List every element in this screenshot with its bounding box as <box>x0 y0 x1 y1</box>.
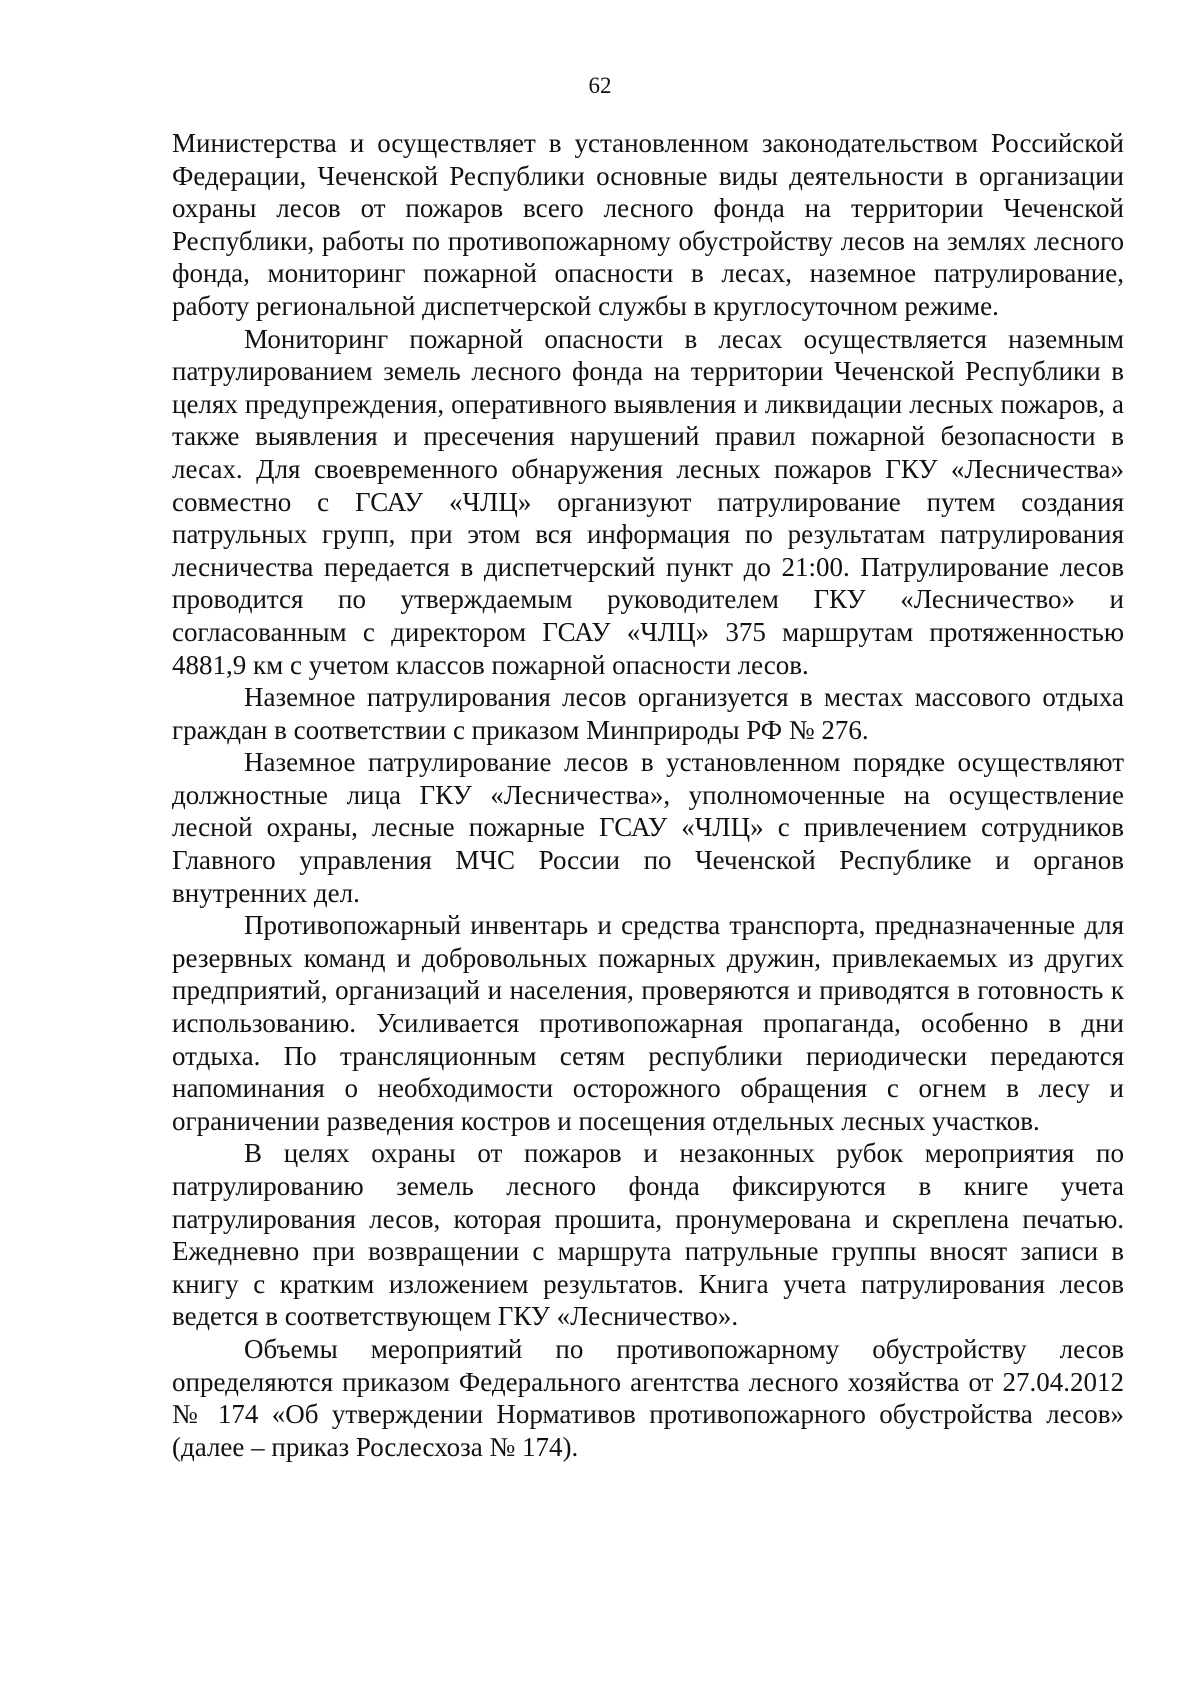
paragraph-monitoring: Мониторинг пожарной опасности в лесах осуществляется наземным патрулированием земель лесного фонда на территории Чеченской Республики в целях предупреждения, оперативного выявления и ликвидации лесных пожаров, а также выявления и пресечения нарушений правил пожарной безопасности в лесах. Для своевременного обнаружения лесных пожаров ГКУ «Лесничества» совместно с ГСАУ «ЧЛЦ» организуют патрулирование путем создания патрульных групп, при этом вся информация по результатам патрулирования лесничества передается в диспетчерский пункт до 21:00. Патрулирование лесов проводится по утверждаемым руководителем ГКУ «Лесничество» и согласованным с директором ГСАУ «ЧЛЦ» 375 маршрутам протяженностью 4881,9 км с учетом классов пожарной опасности лесов. <box>172 323 1124 680</box>
paragraph-volumes-order: Объемы мероприятий по противопожарному обустройству лесов определяются приказом Федерального агентства лесного хозяйства от 27.04.2012 № 174 «Об утверждении Нормативов противопожарного обустройства лесов» (далее – приказ Рослесхоза № 174). <box>172 1333 1124 1462</box>
paragraph-recreation-areas: Наземное патрулирования лесов организуется в местах массового отдыха граждан в соответствии с приказом Минприроды РФ № 276. <box>172 682 1124 745</box>
document-body <box>172 127 1124 1463</box>
page-number: 62 <box>588 73 612 98</box>
paragraph-continuation: Министерства и осуществляет в установленном законодательством Российской Федерации, Чеченской Республики основные виды деятельности в организации охраны лесов от пожаров всего лесного фонда на территории Чеченской Республики, работы по противопожарному обустройству лесов на землях лесного фонда, мониторинг пожарной опасности в лесах, наземное патрулирование, работу региональной диспетчерской службы в круглосуточном режиме. <box>172 128 1124 321</box>
paragraph-patrol-officials: Наземное патрулирование лесов в установленном порядке осуществляют должностные лица ГКУ «Лесничества», уполномоченные на осуществление лесной охраны, лесные пожарные ГСАУ «ЧЛЦ» с привлечением сотрудников Главного управления МЧС России по Чеченской Республике и органов внутренних дел. <box>172 747 1124 908</box>
paragraph-patrol-logbook: В целях охраны от пожаров и незаконных рубок мероприятия по патрулированию земель лесного фонда фиксируются в книге учета патрулирования лесов, которая прошита, пронумерована и скреплена печатью. Ежедневно при возвращении с маршрута патрульные группы вносят записи в книгу с кратким изложением результатов. Книга учета патрулирования лесов ведется в соответствующем ГКУ «Лесничество». <box>172 1138 1124 1332</box>
paragraph-equipment-propaganda: Противопожарный инвентарь и средства транспорта, предназначенные для резервных команд и добровольных пожарных дружин, привлекаемых из других предприятий, организаций и населения, проверяются и приводятся в готовность к использованию. Усиливается противопожарная пропаганда, особенно в дни отдыха. По трансляционным сетям республики периодически передаются напоминания о необходимости осторожного обращения с огнем в лесу и ограничении разведения костров и посещения отдельных лесных участков. <box>172 910 1124 1136</box>
